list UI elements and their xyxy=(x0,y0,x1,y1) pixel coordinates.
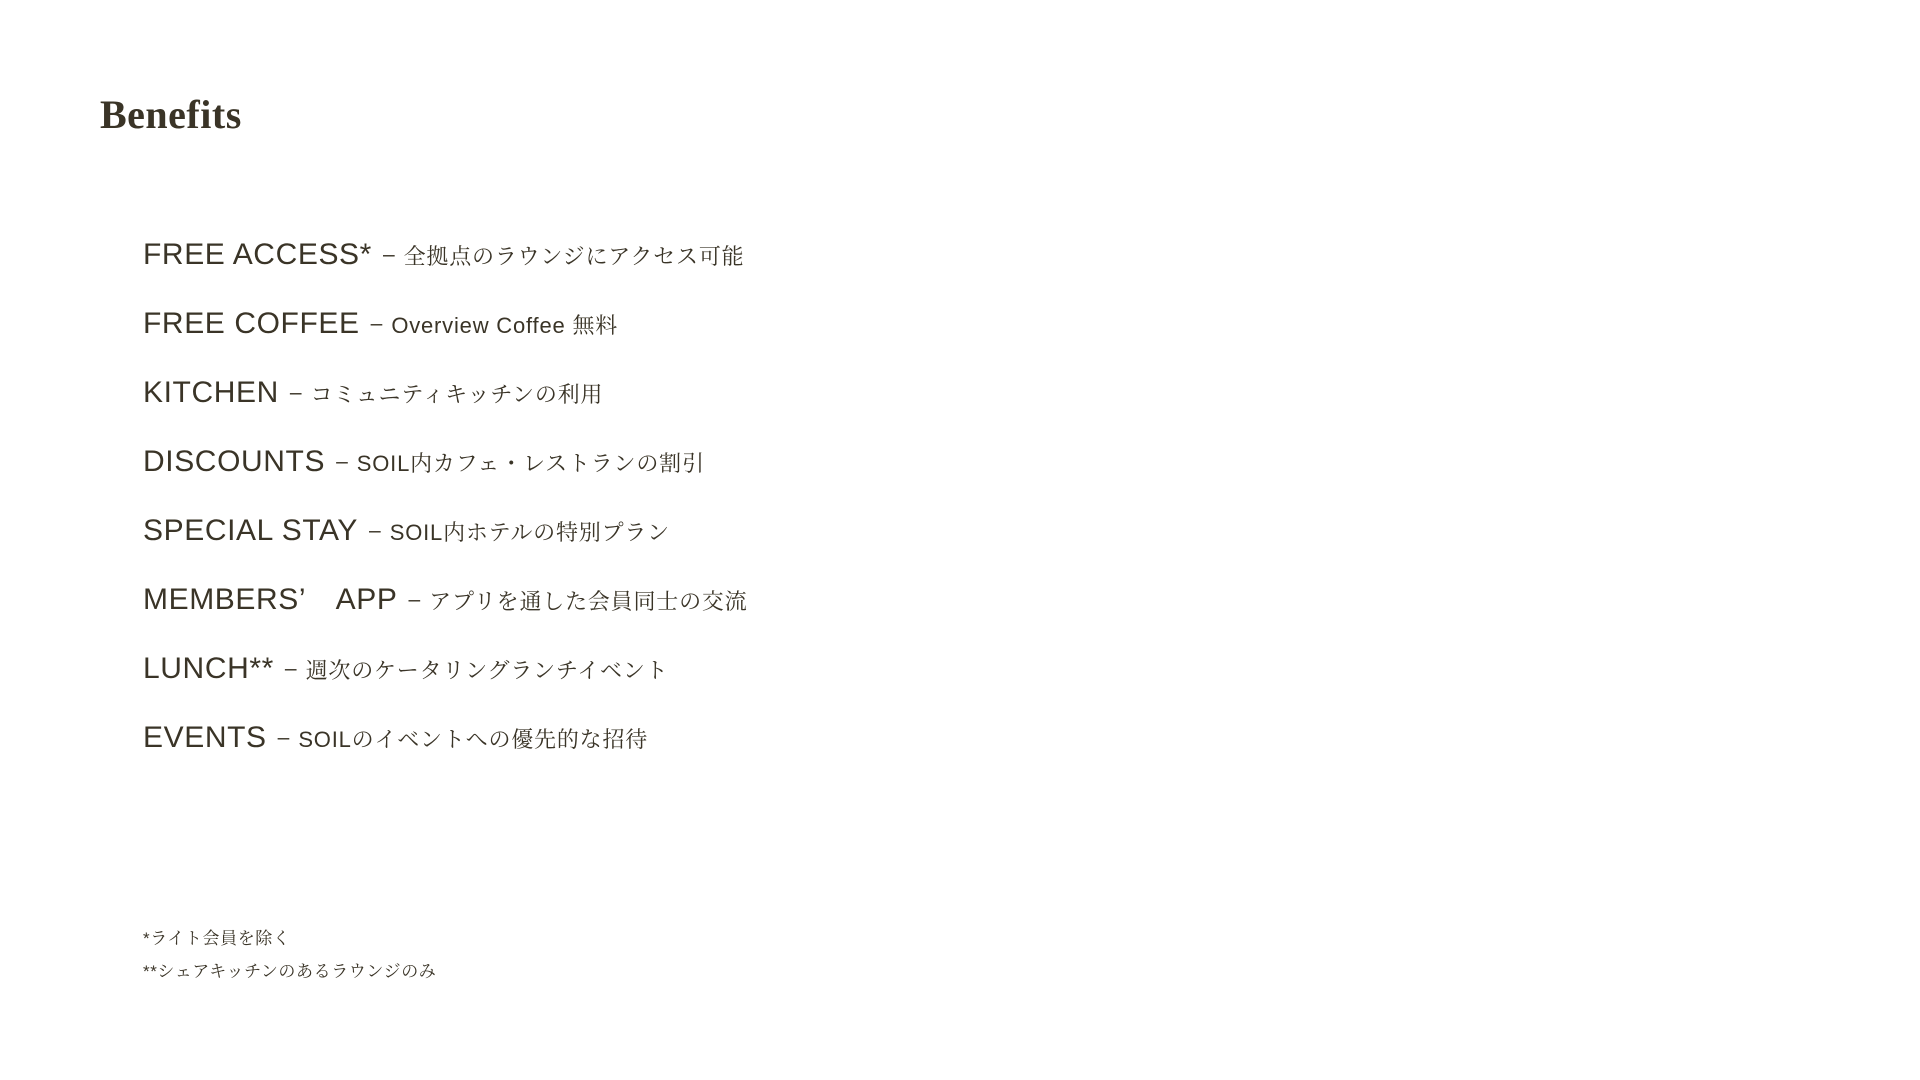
benefit-dash: – xyxy=(284,657,297,680)
benefit-description: アプリを通した会員同士の交流 xyxy=(429,589,748,614)
benefit-term: SPECIAL STAY xyxy=(143,514,359,547)
page-title: Benefits xyxy=(100,92,242,137)
benefit-dash: – xyxy=(289,381,302,404)
benefit-description: SOILのイベントへの優先的な招待 xyxy=(298,727,649,752)
list-item xyxy=(143,514,1343,547)
list-item xyxy=(143,721,1343,754)
footnote-line: *ライト会員を除く xyxy=(143,929,291,948)
benefit-dash: – xyxy=(277,726,290,749)
benefit-dash: – xyxy=(370,312,383,335)
benefit-description: 週次のケータリングランチイベント xyxy=(305,658,669,683)
list-item xyxy=(143,376,1343,409)
benefit-description: SOIL内ホテルの特別プラン xyxy=(389,520,670,545)
benefit-term: KITCHEN xyxy=(143,376,279,409)
benefit-dash: – xyxy=(336,450,348,473)
benefit-dash: – xyxy=(369,519,381,542)
list-item xyxy=(143,583,1343,616)
footnotes xyxy=(143,922,436,988)
benefit-term: FREE ACCESS* xyxy=(143,238,372,271)
benefit-description: SOIL内カフェ・レストランの割引 xyxy=(356,451,705,476)
benefit-term: FREE COFFEE xyxy=(143,307,360,340)
benefit-term: LUNCH** xyxy=(143,652,274,685)
list-item xyxy=(143,652,1343,685)
benefit-term: MEMBERS’ APP xyxy=(143,583,398,616)
footnote-line: **シェアキッチンのあるラウンジのみ xyxy=(143,962,437,982)
benefit-dash: – xyxy=(408,588,421,611)
benefit-dash: – xyxy=(382,243,395,266)
benefit-description: 全拠点のラウンジにアクセス可能 xyxy=(403,244,745,269)
benefit-description: コミュニティキッチンの利用 xyxy=(310,382,604,407)
list-item xyxy=(143,445,1343,478)
benefits-list xyxy=(143,238,1343,790)
benefit-term: EVENTS xyxy=(143,721,267,754)
list-item xyxy=(143,307,1343,340)
benefit-description: Overview Coffee 無料 xyxy=(391,313,619,338)
benefit-term: DISCOUNTS xyxy=(143,445,326,478)
list-item xyxy=(143,238,1343,271)
